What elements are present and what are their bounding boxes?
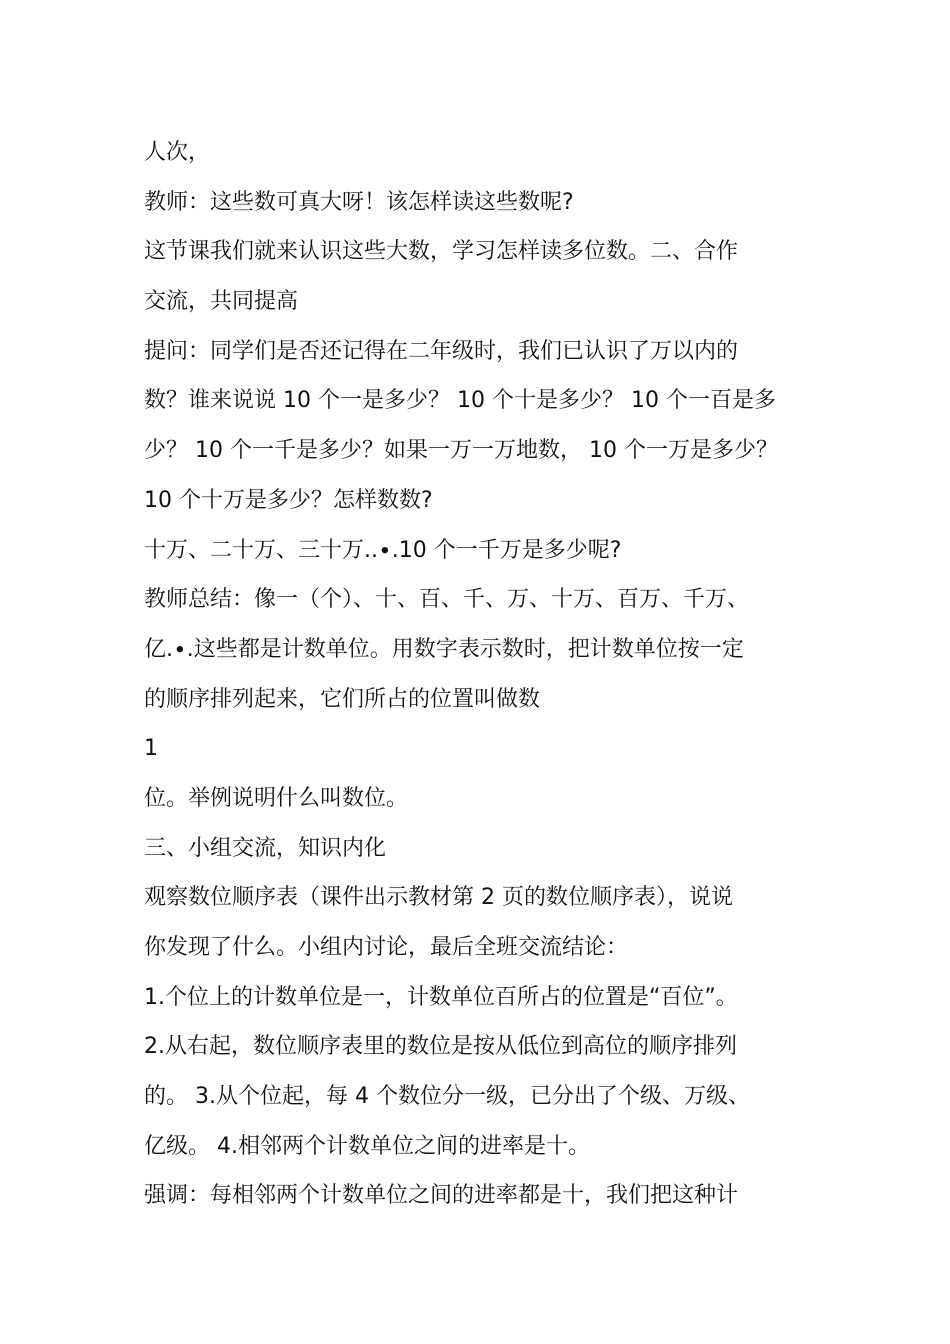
- text-line: 教师：这些数可真大呀！该怎样读这些数呢?: [144, 189, 574, 215]
- list-item: 1.个位上的计数单位是一，计数单位百所占的位置是“百位”。: [144, 984, 738, 1010]
- text-line: 十万、二十万、三十万..∙.10 个一千万是多少呢?: [144, 537, 622, 563]
- list-item: 2.从右起，数位顺序表里的数位是按从低位到高位的顺序排列: [144, 1034, 737, 1060]
- section-heading: 三、小组交流，知识内化: [144, 835, 387, 861]
- text-line: 这节课我们就来认识这些大数，学习怎样读多位数。二、合作: [144, 239, 739, 265]
- document-body: [144, 128, 844, 1221]
- text-line: 位。举例说明什么叫数位。: [144, 785, 409, 811]
- text-line: 强调：每相邻两个计数单位之间的进率都是十，我们把这种计: [144, 1183, 739, 1209]
- text-line: 观察数位顺序表（课件出示教材第 2 页的数位顺序表），说说: [144, 885, 733, 911]
- text-line: 交流，共同提高: [144, 289, 299, 315]
- text-line: 数？谁来说说 10 个一是多少？ 10 个十是多少？ 10 个一百是多: [144, 388, 776, 414]
- text-line: 你发现了什么。小组内讨论，最后全班交流结论：: [144, 935, 629, 960]
- text-line: 人次，: [144, 140, 211, 165]
- text-line: 10 个十万是多少？怎样数数?: [144, 487, 433, 513]
- text-line: 教师总结：像一（个）、十、百、千、万、十万、百万、千万、: [144, 587, 750, 613]
- page-number: 1: [144, 736, 158, 762]
- list-item: 亿级。 4.相邻两个计数单位之间的进率是十。: [144, 1133, 590, 1159]
- text-line: 的顺序排列起来，它们所占的位置叫做数: [144, 686, 541, 712]
- text-line: 提问：同学们是否还记得在二年级时，我们已认识了万以内的: [144, 338, 739, 364]
- text-line: 亿.∙.这些都是计数单位。用数字表示数时，把计数单位按一定: [144, 636, 744, 662]
- list-item: 的。 3.从个位起，每 4 个数位分一级，已分出了个级、万级、: [144, 1084, 750, 1110]
- text-line: 少？ 10 个一千是多少？如果一万一万地数， 10 个一万是多少？: [144, 438, 778, 464]
